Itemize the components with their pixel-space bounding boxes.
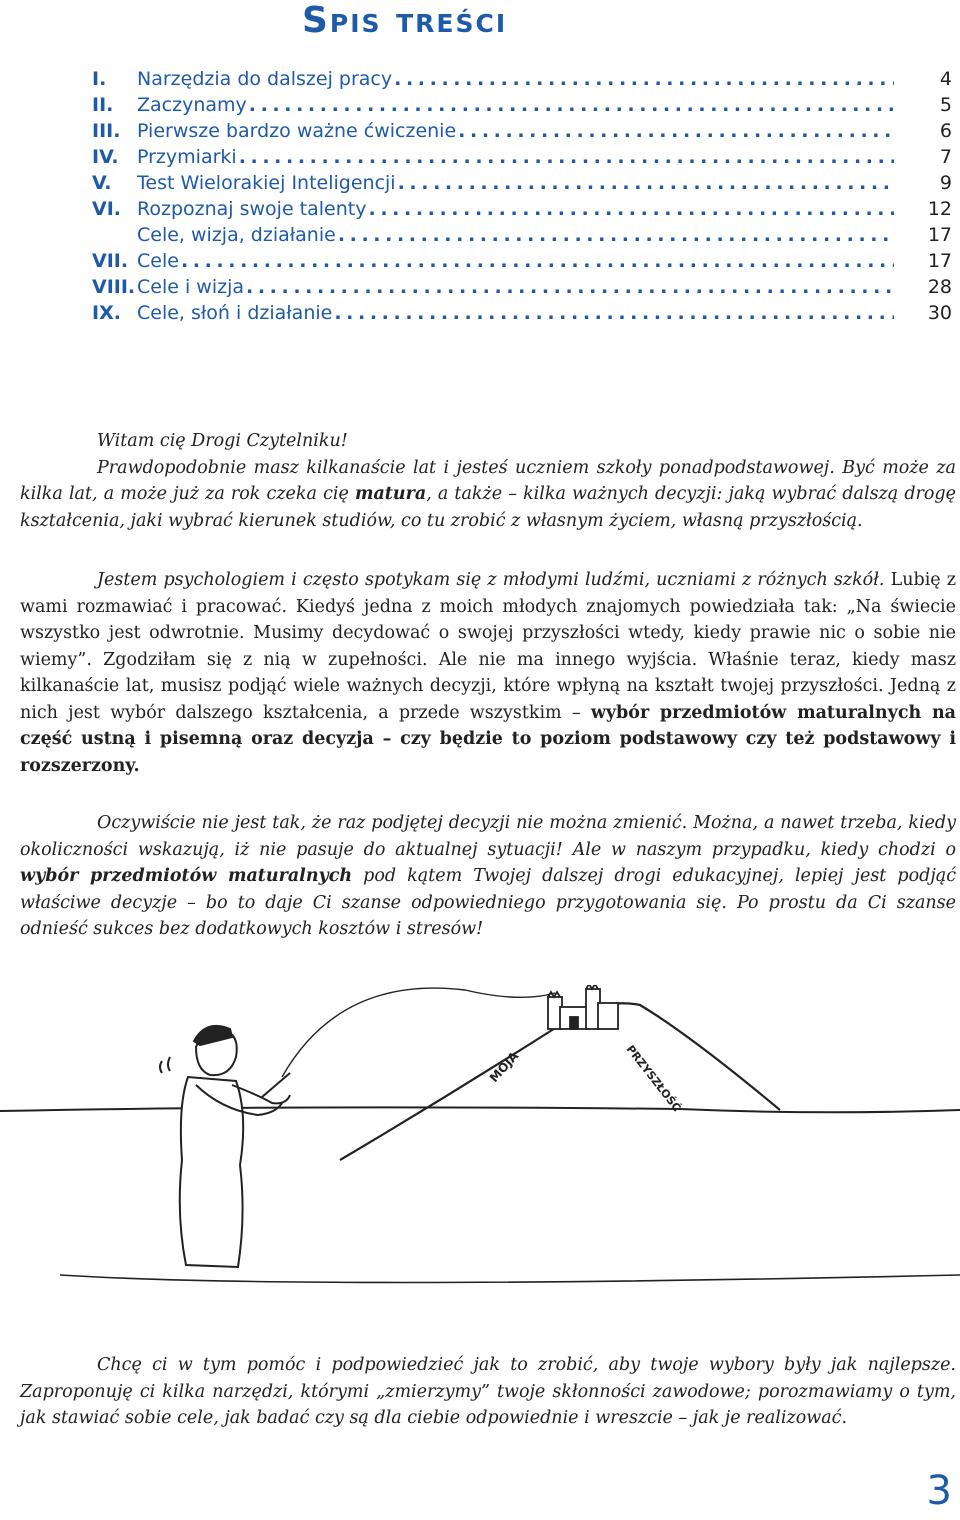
psychologist-body: Lubię z wami rozmawiać i pracować. Kiedyś jedna z moich młodych znajomych powiedziała tak: „Na świecie wszystko jest odwrotnie. Musimy decydować o swojej przyszłości wtedy, kiedy prawie nic o sobie nie wiemy”. Zgodziłam się z nią w zupełności. Ale nie ma innego wyjścia. Właśnie teraz, kiedy masz kilkanaście lat, musisz podjąć wiele ważnych decyzji, które wpłyną na kształt twojej przyszłości. Jedną z nich jest wybór dalszego kształcenia, a przede wszystkim – — [20, 570, 956, 723]
page-title: Spis treści — [302, 0, 508, 41]
decision-text-start: Oczywiście nie jest tak, że raz podjętej decyzji nie można zmienić. Można, a nawet trzeba, kiedy okoliczności wskazują, iż nie pasuje do aktualnej sytuacji! Ale w naszym przypadku, kiedy chodzi o — [20, 813, 956, 860]
toc-page-number: 5 — [939, 94, 952, 116]
toc-page-number: 6 — [939, 120, 952, 142]
toc-leader-dots — [368, 198, 894, 220]
decision-paragraph — [20, 810, 956, 943]
toc-leader-dots — [334, 302, 894, 324]
toc-number: IX. — [92, 302, 121, 324]
toc-label: Test Wielorakiej Inteligencji — [137, 172, 396, 194]
decision-emphasis: wybór przedmiotów maturalnych — [20, 866, 353, 886]
toc-entry[interactable] — [92, 198, 952, 224]
toc-page-number: 9 — [939, 172, 952, 194]
toc-entry[interactable] — [92, 94, 952, 120]
toc-number: V. — [92, 172, 112, 194]
toc-page-number: 12 — [927, 198, 952, 220]
toc-number: IV. — [92, 146, 119, 168]
highlight-matura: matura — [354, 484, 427, 504]
toc-page-number: 17 — [927, 250, 952, 272]
toc-page-number: 7 — [939, 146, 952, 168]
toc-number: II. — [92, 94, 114, 116]
toc-leader-dots — [398, 172, 894, 194]
toc-leader-dots — [338, 224, 894, 246]
table-of-contents — [92, 68, 952, 328]
toc-number: VII. — [92, 250, 129, 272]
decision-text-end: pod kątem Twojej dalszej drogi edukacyjnej, lepiej jest podjąć właściwe decyzje – bo to daje Ci szanse odpowiedniego przygotowania się. Po prostu da Ci szanse odnieść sukces bez dodatkowych kosztów i stresów! — [20, 866, 956, 939]
toc-leader-dots — [246, 276, 894, 298]
toc-number: VI. — [92, 198, 121, 220]
toc-page-number: 4 — [939, 68, 952, 90]
toc-leader-dots — [239, 146, 894, 168]
closing-paragraph — [20, 1352, 956, 1432]
toc-number: III. — [92, 120, 121, 142]
toc-leader-dots — [249, 94, 894, 116]
fisherman-figure — [160, 1026, 290, 1267]
toc-entry[interactable] — [92, 120, 952, 146]
toc-entry[interactable] — [92, 276, 952, 302]
toc-entry[interactable] — [92, 172, 952, 198]
toc-entry[interactable] — [92, 68, 952, 94]
toc-leader-dots — [181, 250, 894, 272]
psychologist-emphasis: wybór przedmiotów maturalnych na część ustną i pisemną oraz decyzja – czy będzie to poziom podstawowy czy też podstawowy i rozszerzony. — [20, 702, 957, 776]
toc-page-number: 17 — [927, 224, 952, 246]
intro-text-start: Prawdopodobnie masz kilkanaście lat i jesteś uczniem szkoły ponadpodstawowej. Być może za kilka lat, a może już za rok czeka cię — [20, 457, 956, 504]
toc-label: Pierwsze bardzo ważne ćwiczenie — [137, 120, 457, 142]
toc-label: Przymiarki — [137, 146, 237, 168]
toc-label: Zaczynamy — [137, 94, 247, 116]
toc-entry[interactable] — [92, 146, 952, 172]
toc-label: Cele, wizja, działanie — [137, 224, 336, 246]
toc-leader-dots — [394, 68, 894, 90]
greeting: Witam cię Drogi Czytelniku! — [97, 431, 348, 451]
toc-entry[interactable] — [92, 302, 952, 328]
sign-label-left: MOJA — [486, 1048, 522, 1086]
toc-label: Narzędzia do dalszej pracy — [137, 68, 393, 90]
toc-label: Cele, słoń i działanie — [137, 302, 333, 324]
intro-section — [20, 428, 956, 534]
toc-leader-dots — [458, 120, 894, 142]
toc-label: Cele i wizja — [137, 276, 244, 298]
psychologist-paragraph — [20, 567, 956, 779]
page-number: 3 — [926, 1468, 952, 1514]
toc-page-number: 30 — [927, 302, 952, 324]
toc-label: Rozpoznaj swoje talenty — [137, 198, 367, 220]
closing-text: Chcę ci w tym pomóc i podpowiedzieć jak to zrobić, aby twoje wybory były jak najlepsze. Zaproponuję ci kilka narzędzi, którymi „zmierzymy” twoje skłonności zawodowe; porozmawiamy o tym, jak stawiać sobie cele, jak badać czy są dla ciebie odpowiednie i wreszcie – jak je realizować. — [20, 1355, 956, 1428]
toc-entry[interactable] — [92, 224, 952, 250]
intro-paragraph — [20, 455, 956, 535]
intro-text-end: , a także – kilka ważnych decyzji: jaką wybrać dalszą drogę kształcenia, jaki wybrać kierunek studiów, co tu zrobić z własnym życiem, własną przyszłością. — [20, 484, 956, 531]
toc-number: VIII. — [92, 276, 136, 298]
toc-label: Cele — [137, 250, 179, 272]
castle-icon — [548, 985, 618, 1029]
psychologist-intro: Jestem psychologiem i często spotykam się z młodymi ludźmi, uczniami z różnych szkół. — [97, 570, 885, 590]
toc-number: I. — [92, 68, 107, 90]
sign-label-right: PRZYSZŁOŚĆ — [623, 1042, 684, 1115]
fishing-illustration — [0, 985, 960, 1325]
toc-page-number: 28 — [927, 276, 952, 298]
toc-entry[interactable] — [92, 250, 952, 276]
